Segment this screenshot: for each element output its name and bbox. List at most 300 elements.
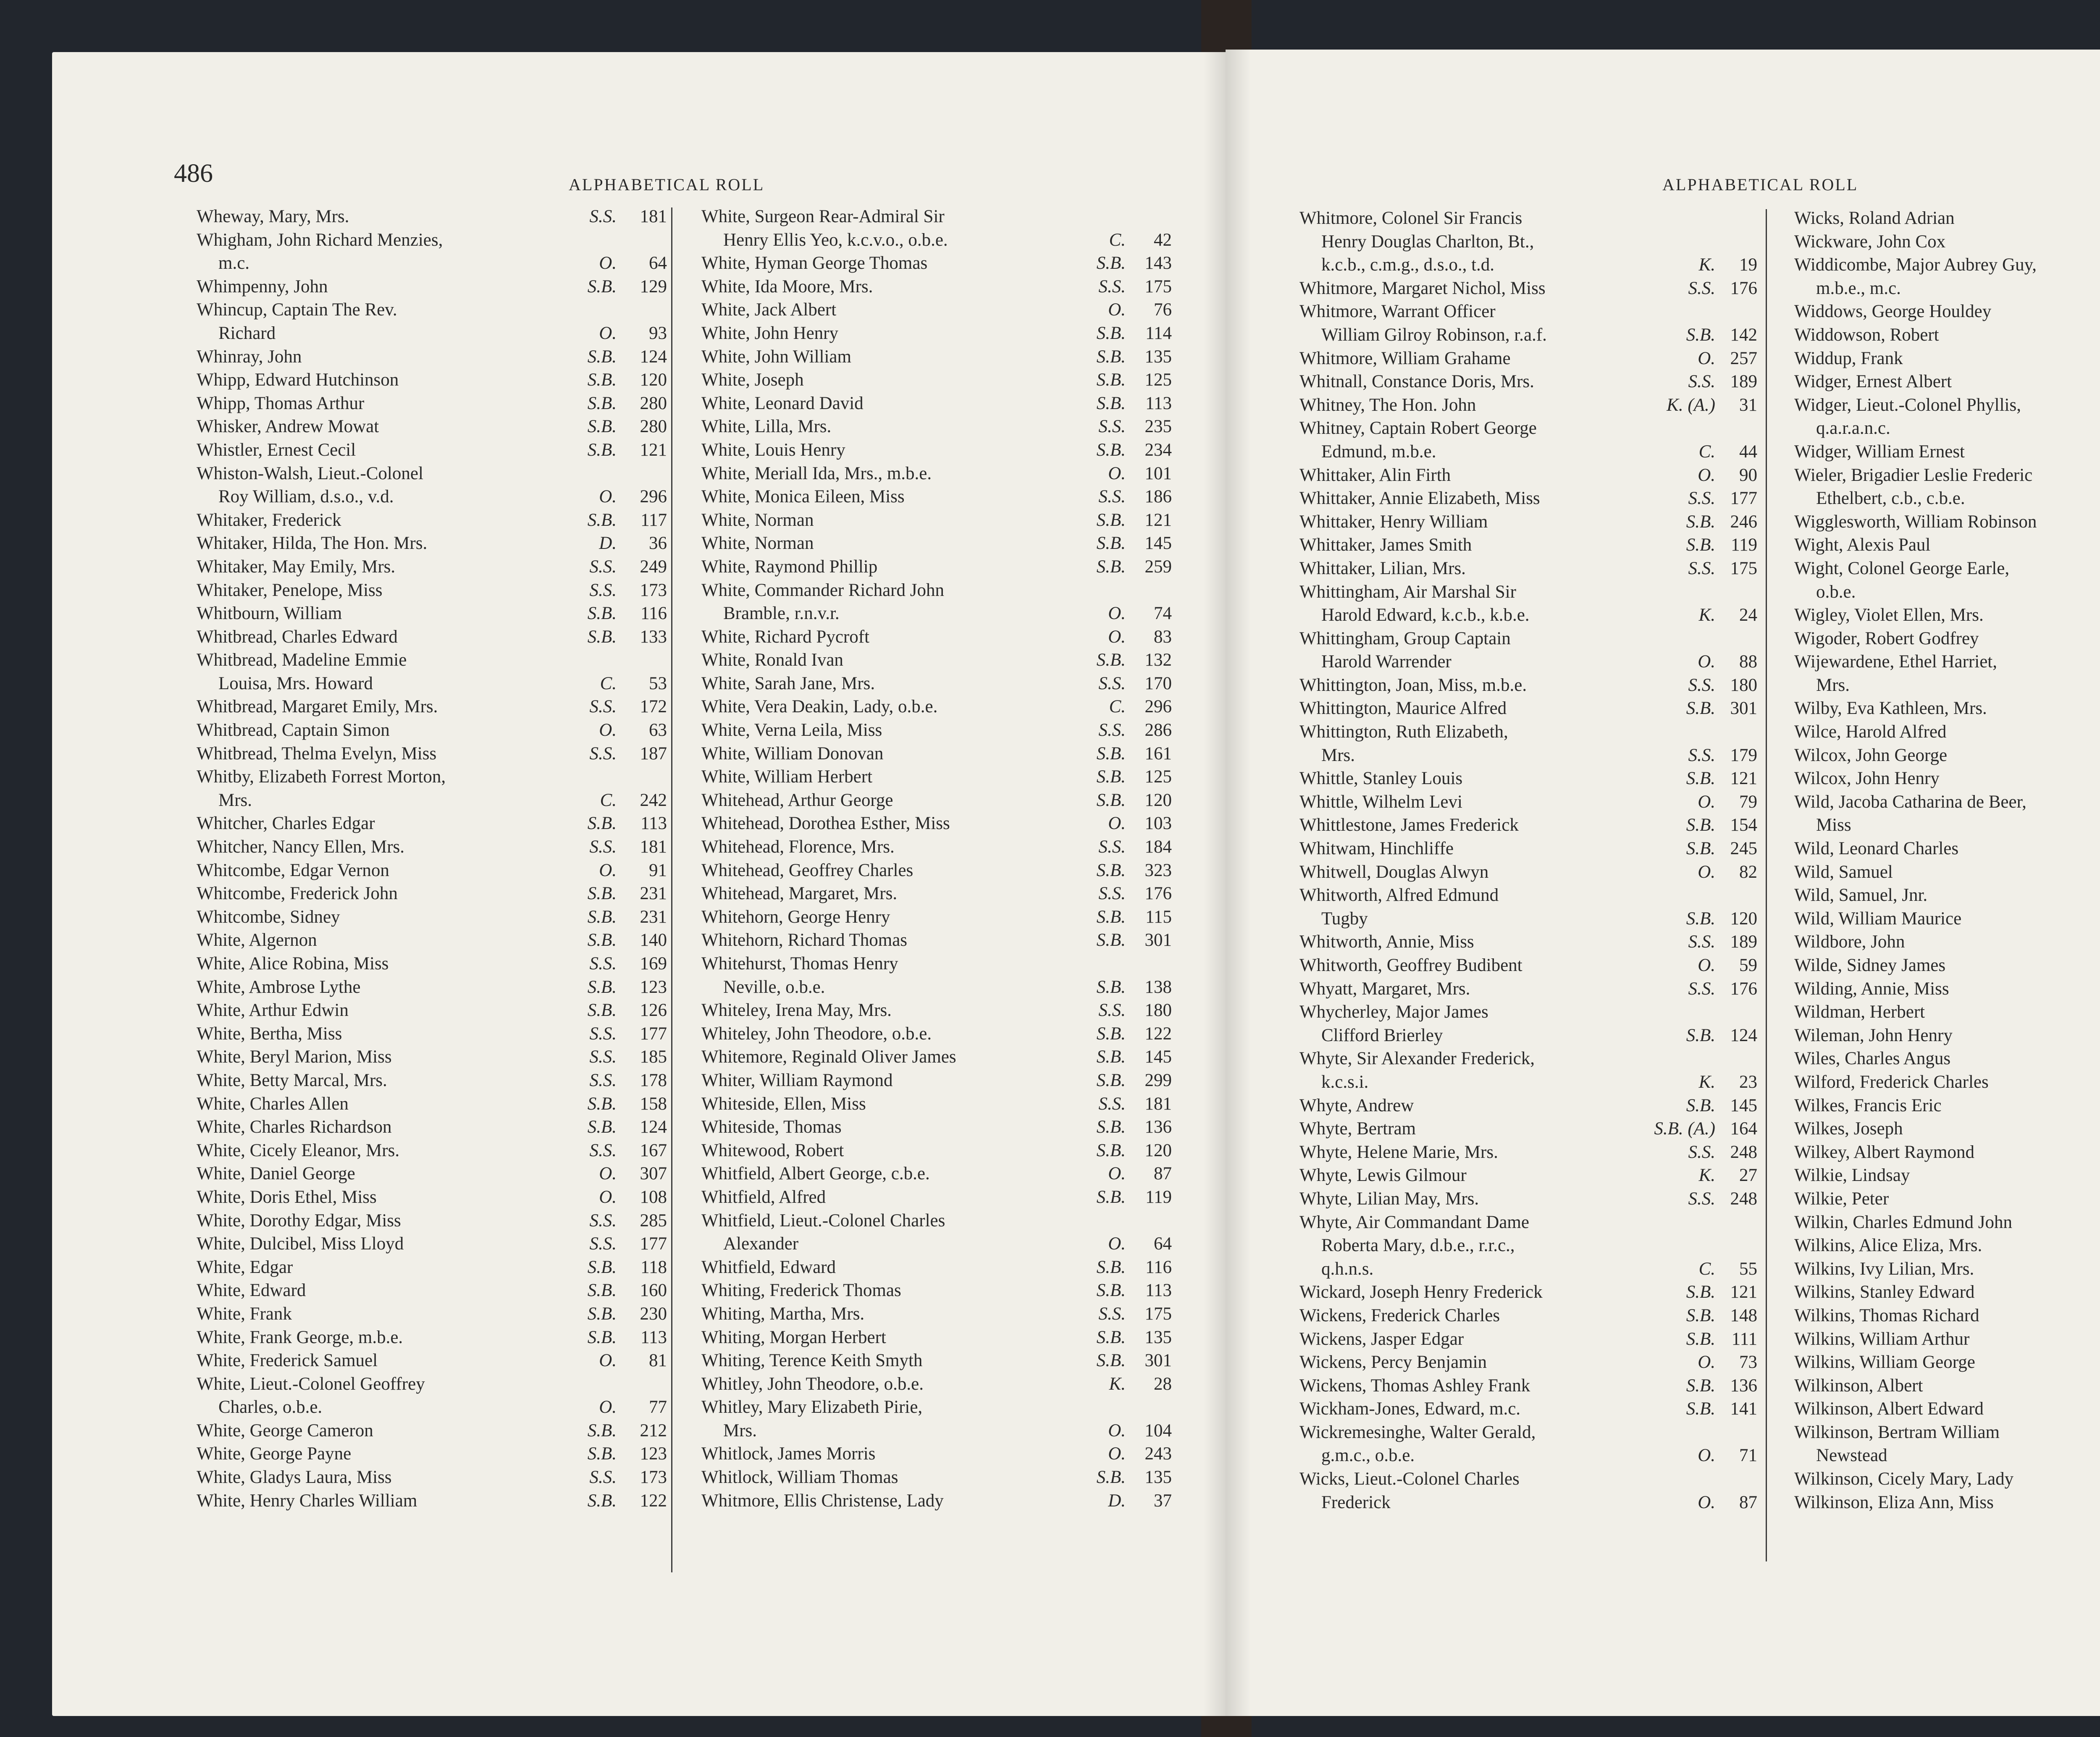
entry-page-ref: 285 [640,1210,667,1231]
entry-page-ref: 181 [640,207,667,226]
entry-name: Whiter, William Raymond [701,1070,893,1090]
roll-entry [197,1092,675,1116]
entry-name-continued: Mrs. [1816,675,1850,695]
roll-entry [197,555,675,579]
roll-entry [701,742,1172,766]
roll-entry [701,1372,1172,1396]
roll-entry [197,298,675,345]
roll-entry [701,648,1172,672]
entry-name: Whitfield, Albert George, c.b.e. [701,1164,930,1184]
entry-status: S.B. [587,884,617,904]
entry-name: Whitcombe, Sidney [197,907,340,927]
roll-entry [1794,790,2100,837]
entry-status: S.B. [587,276,617,296]
entry-page-ref: 113 [1145,1280,1172,1301]
entry-name: White, Joseph [701,370,804,390]
entry-name: White, Beryl Marion, Miss [197,1047,392,1067]
entry-page-ref: 27 [1739,1165,1757,1186]
roll-entry [701,789,1172,812]
right-page [1226,50,2100,1716]
roll-entry [1794,1328,2100,1351]
entry-page-ref: 119 [1731,535,1757,555]
roll-entry [1794,1071,2100,1094]
entry-status: O. [599,1164,617,1184]
entry-status: S.S. [589,697,617,717]
entry-name: Wigoder, Robert Godfrey [1794,628,1979,648]
entry-name: Whitmore, Margaret Nichol, Miss [1299,278,1546,298]
entry-name: Whitfield, Lieut.-Colonel Charles [701,1210,945,1231]
entry-name: Whyte, Helene Marie, Mrs. [1299,1142,1498,1162]
entry-name: Wilkie, Peter [1794,1189,1889,1209]
entry-page-ref: 296 [1144,697,1172,717]
entry-page-ref: 118 [640,1257,667,1277]
roll-entry [197,1186,675,1209]
entry-page-ref: 230 [640,1304,667,1324]
roll-entry [701,1092,1172,1116]
entry-name: Whittlestone, James Frederick [1299,815,1519,835]
entry-status: S.B. [587,1420,617,1441]
roll-entry [197,228,675,275]
roll-entry [197,952,675,976]
entry-name: Whitehead, Dorothea Esther, Miss [701,813,950,834]
roll-entry [1299,1187,1782,1211]
entry-name: Whitworth, Geoffrey Budibent [1299,955,1522,975]
roll-entry [1299,674,1782,697]
entry-status: S.B. [1096,533,1126,554]
entry-page-ref: 132 [1144,650,1172,670]
page-number: 486 [174,159,213,188]
entry-status: C. [600,790,617,810]
entry-name: Whitehead, Geoffrey Charles [701,860,914,880]
roll-entry [701,765,1172,789]
entry-name: White, Daniel George [197,1164,355,1184]
entry-page-ref: 53 [649,673,667,693]
entry-status: O. [1698,862,1715,882]
roll-entry [1299,487,1782,510]
entry-name: Whitwell, Douglas Alwyn [1299,862,1489,882]
entry-page-ref: 55 [1739,1259,1757,1279]
roll-entry [701,1396,1172,1442]
entry-page-ref: 175 [1144,1304,1172,1324]
roll-entry [1299,1374,1782,1398]
entry-name: Whitley, Mary Elizabeth Pirie, [701,1397,923,1417]
entry-name: White, Ida Moore, Mrs. [701,276,873,296]
entry-name-continued: Neville, o.b.e. [723,977,825,997]
entry-status: S.S. [1098,673,1126,693]
entry-name: White, Edgar [197,1257,293,1277]
entry-page-ref: 115 [1145,907,1172,927]
roll-entry [1299,1141,1782,1164]
entry-name: Whitworth, Alfred Edmund [1299,885,1499,905]
entry-status: O. [1108,1420,1126,1441]
entry-status: S.S. [1098,1304,1126,1324]
entry-name: Whitbread, Margaret Emily, Mrs. [197,697,438,717]
entry-page-ref: 280 [640,393,667,413]
entry-name: White, Dulcibel, Miss Lloyd [197,1234,404,1254]
entry-name: Wilkins, Thomas Richard [1794,1305,1979,1325]
entry-status: S.B. [587,930,617,950]
entry-page-ref: 164 [1730,1119,1757,1139]
entry-page-ref: 145 [1144,533,1172,554]
entry-status: K. [1698,1072,1715,1092]
entry-status: S.B. [587,977,617,997]
entry-name: White, Vera Deakin, Lady, o.b.e. [701,697,938,717]
roll-entry [1299,1000,1782,1047]
entry-name: Wilkinson, Albert Edward [1794,1399,1984,1419]
entry-page-ref: 116 [640,603,667,624]
roll-entry [701,462,1172,485]
entry-page-ref: 286 [1144,720,1172,740]
entry-name: Wiles, Charles Angus [1794,1049,1951,1069]
entry-page-ref: 76 [1154,300,1172,320]
roll-entry [197,719,675,742]
entry-name: Whitlock, James Morris [701,1444,876,1464]
entry-page-ref: 160 [640,1280,667,1301]
entry-status: S.B. [1096,743,1126,764]
entry-name: Wickham-Jones, Edward, m.c. [1299,1399,1521,1419]
entry-status: S.B. [587,417,617,437]
entry-status: S.S. [1688,278,1715,298]
entry-page-ref: 231 [640,884,667,904]
entry-page-ref: 145 [1144,1047,1172,1067]
entry-name: White, George Cameron [197,1420,373,1441]
entry-page-ref: 81 [649,1351,667,1371]
roll-entry [197,1256,675,1279]
roll-entry [197,1139,675,1162]
entry-name-continued: Roberta Mary, d.b.e., r.r.c., [1321,1236,1515,1256]
entry-page-ref: 242 [640,790,667,810]
roll-entry [1299,1397,1782,1421]
entry-page-ref: 170 [1144,673,1172,693]
entry-status: S.B. [1096,977,1126,997]
entry-name-continued: Roy William, d.s.o., v.d. [218,487,394,507]
roll-entry [197,742,675,766]
roll-entry [1794,1234,2100,1257]
roll-entry [197,205,675,228]
entry-status: S.S. [1098,417,1126,437]
entry-page-ref: 42 [1154,230,1172,250]
entry-name: Wheway, Mary, Mrs. [197,207,349,226]
entry-page-ref: 154 [1730,815,1757,835]
column-rule [1766,209,1767,1561]
entry-name: Wight, Colonel George Earle, [1794,558,2010,578]
entry-page-ref: 187 [640,743,667,764]
entry-name: White, Bertha, Miss [197,1023,342,1044]
entry-name: White, Richard Pycroft [701,627,870,647]
roll-entry [701,1489,1172,1513]
entry-status: O. [1108,813,1126,834]
entry-page-ref: 323 [1144,860,1172,880]
running-head: ALPHABETICAL ROLL [1662,175,1858,194]
roll-entry [1299,884,1782,930]
entry-name: White, Surgeon Rear-Admiral Sir [701,207,945,226]
entry-name: Wickens, Jasper Edgar [1299,1329,1464,1349]
roll-entry [1299,370,1782,394]
entry-name: Whycherley, Major James [1299,1002,1488,1022]
roll-entry [701,392,1172,415]
entry-status: S.B. [1096,1070,1126,1090]
entry-name: White, Meriall Ida, Mrs., m.b.e. [701,463,932,483]
entry-status: S.B. [587,1257,617,1277]
roll-entry [197,1326,675,1349]
entry-name: Whitfield, Edward [701,1257,836,1277]
entry-page-ref: 184 [1144,837,1172,857]
entry-page-ref: 175 [1144,276,1172,296]
entry-name: White, Alice Robina, Miss [197,954,389,973]
entry-status: O. [599,1351,617,1371]
entry-name: Wilkinson, Eliza Ann, Miss [1794,1492,1994,1512]
roll-entry [197,835,675,859]
entry-status: O. [599,253,617,273]
entry-status: S.B. [1686,512,1715,532]
entry-status: S.S. [589,1467,617,1488]
left-page [52,52,1229,1716]
entry-name-continued: Miss [1816,815,1851,835]
entry-name: White, Frank [197,1304,292,1324]
entry-page-ref: 93 [649,323,667,343]
entry-name: Wicks, Roland Adrian [1794,208,1955,228]
gutter-shadow [1226,50,1251,1716]
entry-name: White, Commander Richard John [701,580,944,600]
roll-entry [701,298,1172,322]
entry-name: Whitwam, Hinchliffe [1299,839,1454,859]
roll-entry [197,579,675,602]
roll-entry [1299,580,1782,627]
roll-entry [197,462,675,509]
entry-page-ref: 177 [640,1234,667,1254]
entry-name: White, William Herbert [701,767,873,787]
roll-entry [197,602,675,625]
entry-status: S.B. [1096,930,1126,950]
entry-status: O. [1698,955,1715,975]
entry-name: Whipp, Thomas Arthur [197,393,365,413]
roll-entry [701,1349,1172,1372]
entry-page-ref: 136 [1730,1375,1757,1396]
entry-name: Whitcombe, Frederick John [197,884,398,904]
entry-name-continued: Charles, o.b.e. [218,1397,323,1417]
entry-page-ref: 231 [640,907,667,927]
entry-status: S.B. [1096,1327,1126,1347]
entry-status: D. [1108,1490,1126,1511]
roll-entry [1299,557,1782,580]
entry-page-ref: 74 [1154,603,1172,624]
entry-status: S.S. [1098,487,1126,507]
entry-page-ref: 83 [1154,627,1172,647]
entry-name: Wilkin, Charles Edmund John [1794,1212,2013,1232]
entry-name: Wieler, Brigadier Leslie Frederic [1794,465,2033,485]
entry-page-ref: 19 [1739,255,1757,275]
roll-entry [1299,954,1782,977]
entry-name: Widger, Lieut.-Colonel Phyllis, [1794,395,2021,415]
entry-page-ref: 125 [1144,370,1172,390]
entry-status: S.S. [589,743,617,764]
entry-status: S.B. [587,393,617,413]
entry-page-ref: 141 [1730,1399,1757,1419]
entry-name: Whincup, Captain The Rev. [197,300,397,320]
entry-status: O. [1108,627,1126,647]
entry-name: White, Charles Richardson [197,1117,392,1137]
entry-name: Wight, Alexis Paul [1794,535,1931,555]
entry-page-ref: 90 [1739,465,1757,485]
roll-entry [701,812,1172,835]
entry-name-continued: Harold Edward, k.c.b., k.b.e. [1321,605,1530,625]
roll-entry [1794,533,2100,557]
entry-name: Wilding, Annie, Miss [1794,979,1949,999]
roll-entry [1794,557,2100,603]
roll-entry [197,999,675,1022]
entry-name: Whittington, Joan, Miss, m.b.e. [1299,675,1527,695]
roll-entry [1794,1280,2100,1304]
roll-entry [1794,1024,2100,1047]
entry-page-ref: 104 [1144,1420,1172,1441]
entry-name: Whitley, John Theodore, o.b.e. [701,1374,924,1394]
entry-name-continued: Mrs. [723,1420,757,1441]
roll-entry [1794,253,2100,300]
roll-entry [1794,1047,2100,1071]
entry-column [701,205,1172,1512]
roll-entry [1794,954,2100,977]
entry-name: White, Henry Charles William [197,1490,417,1511]
entry-page-ref: 181 [640,837,667,857]
entry-status: S.S. [589,207,617,226]
entry-status: O. [1108,463,1126,483]
entry-page-ref: 248 [1730,1142,1757,1162]
entry-name: White, Frederick Samuel [197,1351,378,1371]
roll-entry [1299,1094,1782,1118]
entry-name: White, Ambrose Lythe [197,977,361,997]
entry-status: S.B. [587,603,617,624]
entry-name: Whitbread, Charles Edward [197,627,398,647]
entry-page-ref: 36 [649,533,667,554]
entry-name: Wickens, Frederick Charles [1299,1305,1500,1325]
entry-name: Wilford, Frederick Charles [1794,1072,1989,1092]
roll-entry [701,509,1172,532]
roll-entry [701,1302,1172,1326]
entry-name: White, William Donovan [701,743,884,764]
entry-name: Wilde, Sidney James [1794,955,1946,975]
roll-entry [197,438,675,462]
entry-page-ref: 257 [1730,348,1757,368]
entry-status: S.B. [1096,790,1126,810]
entry-status: S.S. [1688,488,1715,509]
entry-name: White, Raymond Phillip [701,556,878,577]
entry-page-ref: 173 [640,1467,667,1488]
entry-page-ref: 113 [640,813,667,834]
roll-entry [1299,464,1782,487]
roll-entry [701,672,1172,695]
roll-entry [1299,347,1782,370]
entry-page-ref: 301 [1144,1351,1172,1371]
entry-status: S.B. (A.) [1654,1119,1715,1139]
entry-name: Whyte, Lewis Gilmour [1299,1165,1467,1186]
entry-page-ref: 113 [640,1327,667,1347]
entry-page-ref: 24 [1739,605,1757,625]
entry-name: Whitfield, Alfred [701,1187,826,1207]
entry-page-ref: 120 [1144,790,1172,810]
entry-page-ref: 135 [1144,1327,1172,1347]
roll-entry [1794,207,2100,230]
entry-name-continued: g.m.c., o.b.e. [1321,1446,1415,1466]
entry-name: White, Louis Henry [701,440,845,460]
roll-entry [197,1115,675,1139]
entry-name: Whitehead, Florence, Mrs. [701,837,895,857]
entry-name: Whittingham, Air Marshal Sir [1299,582,1516,602]
entry-name: Whiteside, Ellen, Miss [701,1094,866,1114]
roll-entry [1299,510,1782,534]
roll-entry [1299,1467,1782,1514]
entry-status: S.B. [587,1117,617,1137]
entry-page-ref: 91 [649,860,667,880]
roll-entry [1299,1047,1782,1094]
roll-entry [1299,1117,1782,1141]
entry-page-ref: 186 [1144,487,1172,507]
entry-name: Wickware, John Cox [1794,231,1946,252]
roll-entry [1794,347,2100,370]
entry-page-ref: 23 [1739,1072,1757,1092]
entry-status: K. (A.) [1667,395,1715,415]
entry-name: Wilcox, John George [1794,745,1948,765]
roll-entry [1299,1211,1782,1281]
entry-name: White, Cicely Eleanor, Mrs. [197,1140,400,1160]
entry-page-ref: 138 [1144,977,1172,997]
entry-page-ref: 301 [1730,698,1757,719]
roll-entry [701,1139,1172,1162]
entry-page-ref: 175 [1730,558,1757,578]
roll-entry [1794,1211,2100,1234]
entry-status: S.B. [587,813,617,834]
roll-entry [1299,977,1782,1001]
entry-name: Wilkins, Alice Eliza, Mrs. [1794,1236,1982,1256]
entry-page-ref: 119 [1145,1187,1172,1207]
entry-name: Wickens, Percy Benjamin [1299,1352,1487,1372]
entry-name: Whittaker, Annie Elizabeth, Miss [1299,488,1540,509]
roll-entry [197,1045,675,1069]
entry-status: D. [599,533,617,554]
entry-name: White, George Payne [197,1444,352,1464]
roll-entry [1794,1187,2100,1211]
entry-status: O. [599,1187,617,1207]
entry-status: S.B. [1686,908,1715,929]
entry-status: O. [599,487,617,507]
entry-name: Wilby, Eva Kathleen, Mrs. [1794,698,1987,719]
entry-page-ref: 123 [640,1444,667,1464]
roll-entry [1299,300,1782,346]
entry-status: S.B. [1096,510,1126,530]
roll-entry [197,532,675,555]
roll-entry [701,1045,1172,1069]
entry-name: White, Dorothy Edgar, Miss [197,1210,401,1231]
roll-entry [197,1209,675,1233]
entry-status: O. [1698,792,1715,812]
entry-page-ref: 176 [1730,979,1757,999]
roll-entry [1299,697,1782,720]
roll-entry [701,322,1172,345]
entry-column [1794,207,2100,1514]
entry-status: S.B. [1686,1399,1715,1419]
roll-entry [197,882,675,905]
entry-name: White, Lilla, Mrs. [701,417,832,437]
entry-name: Whiting, Frederick Thomas [701,1280,901,1301]
entry-name-continued: Newstead [1816,1446,1887,1466]
entry-page-ref: 301 [1144,930,1172,950]
entry-status: S.S. [1688,372,1715,392]
entry-name: Whitlock, William Thomas [701,1467,898,1488]
entry-name: Wilcox, John Henry [1794,769,1940,789]
roll-entry [701,1022,1172,1046]
entry-name: White, Charles Allen [197,1094,349,1114]
roll-entry [1794,300,2100,323]
entry-status: K. [1698,1165,1715,1186]
